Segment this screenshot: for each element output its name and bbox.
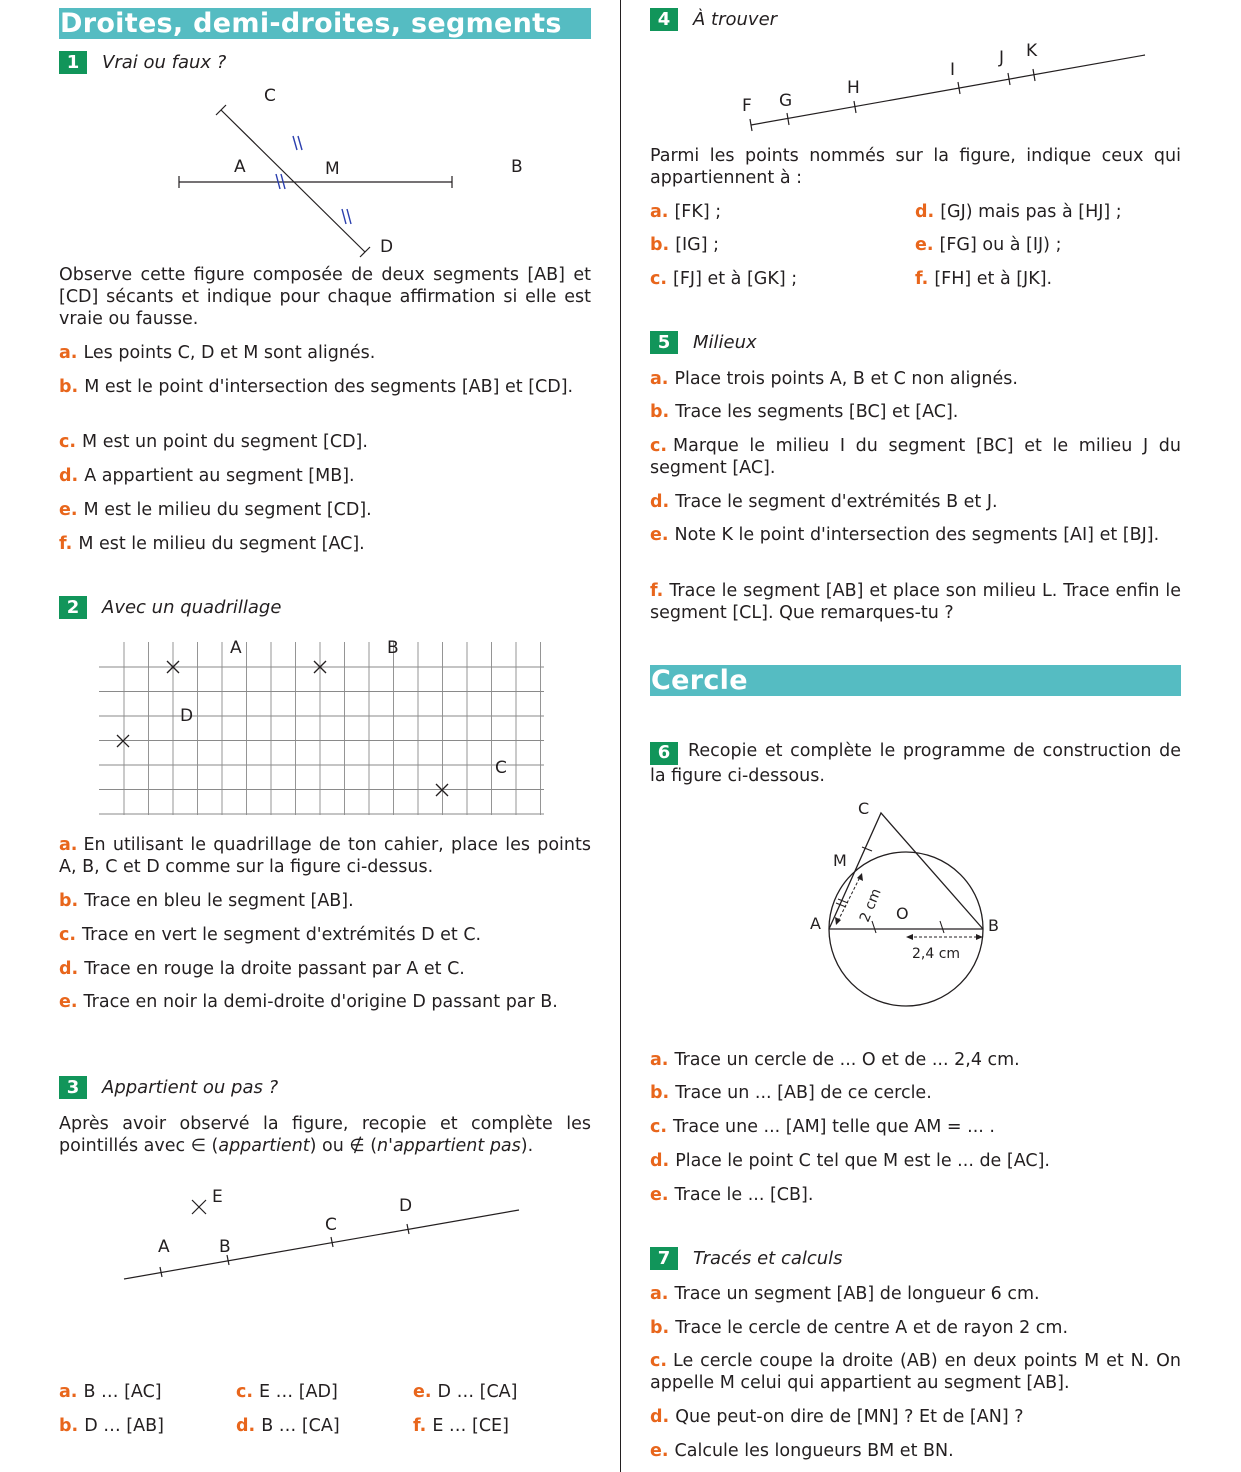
exercise-3-intro — [59, 1113, 591, 1157]
item-letter: e. — [650, 1185, 669, 1205]
circle-label-M: M — [833, 851, 847, 870]
exercise-3-header — [59, 1076, 278, 1099]
item-text: Trace les segments [BC] et [AC]. — [675, 402, 959, 422]
section-banner-droites: Droites, demi-droites, segments — [59, 8, 591, 39]
ex1-item-e — [59, 499, 591, 521]
grid-label-B: B — [387, 638, 399, 658]
line-label-G: G — [779, 91, 793, 111]
ex3-item-b — [59, 1415, 164, 1437]
item-letter: b. — [59, 1416, 79, 1436]
item-letter: c. — [650, 269, 668, 289]
item-letter: e. — [650, 1441, 669, 1461]
item-letter: c. — [650, 1117, 668, 1137]
item-text: En utilisant le quadrillage de ton cahier, place les points A, B, C et D comme sur la figure ci-dessus. — [59, 835, 591, 877]
item-letter: d. — [236, 1416, 256, 1436]
item-text: [FK] ; — [674, 202, 722, 222]
item-letter: d. — [650, 492, 670, 512]
grid-label-D: D — [180, 706, 194, 726]
item-text: Trace en vert le segment d'extrémités D et C. — [82, 925, 482, 945]
item-text: Trace en rouge la droite passant par A et C. — [84, 959, 465, 979]
item-text: Les points C, D et M sont alignés. — [83, 343, 376, 363]
exercise-number: 4 — [650, 8, 678, 31]
item-letter: e. — [413, 1382, 432, 1402]
item-letter: d. — [59, 466, 79, 486]
ex3-item-e — [413, 1381, 517, 1403]
item-letter: b. — [650, 235, 670, 255]
ex6-item-e — [650, 1184, 1181, 1206]
exercise-number: 6 — [650, 742, 678, 765]
item-text: Que peut-on dire de [MN] ? Et de [AN] ? — [675, 1407, 1024, 1427]
line-label-D: D — [399, 1196, 413, 1216]
item-letter: e. — [915, 235, 934, 255]
label-A: A — [234, 157, 246, 177]
item-text: M est le milieu du segment [CD]. — [83, 500, 372, 520]
exercise-number: 7 — [650, 1247, 678, 1270]
item-letter: c. — [650, 1351, 668, 1371]
figure-line-FK — [730, 35, 1150, 135]
item-letter: a. — [59, 1382, 78, 1402]
ex4-item-b — [650, 234, 719, 256]
exercise-4-header — [650, 8, 777, 31]
exercise-6-header — [650, 740, 1181, 787]
ex5-item-b — [650, 401, 1181, 423]
label-B: B — [511, 157, 523, 177]
item-text: Trace un segment [AB] de longueur 6 cm. — [674, 1284, 1040, 1304]
line-label-I: I — [950, 60, 956, 80]
exercise-title: Milieux — [693, 332, 757, 353]
item-text: Note K le point d'intersection des segments [AI] et [BJ]. — [674, 525, 1160, 545]
item-text: [GJ) mais pas à [HJ] ; — [940, 202, 1122, 222]
item-text: Place trois points A, B et C non alignés. — [674, 369, 1018, 389]
exercise-1-header — [59, 51, 226, 74]
item-text: Trace le cercle de centre A et de rayon 2 cm. — [675, 1318, 1069, 1338]
item-text: Place le point C tel que M est le ... de [AC]. — [675, 1151, 1050, 1171]
column-divider — [620, 0, 621, 1472]
circle-label-O: O — [896, 904, 909, 923]
item-letter: d. — [650, 1151, 670, 1171]
ex6-item-d — [650, 1150, 1181, 1172]
exercise-title: À trouver — [693, 9, 778, 30]
exercise-4-intro: Parmi les points nommés sur la figure, indique ceux qui appartiennent à : — [650, 146, 1181, 188]
ex1-item-f — [59, 533, 591, 555]
item-text: Trace un ... [AB] de ce cercle. — [675, 1083, 932, 1103]
item-text: B … [CA] — [261, 1416, 340, 1436]
exercise-7-header — [650, 1247, 843, 1270]
ex3-item-a — [59, 1381, 162, 1403]
item-letter: c. — [59, 432, 77, 452]
item-text: D … [CA] — [437, 1382, 518, 1402]
figure-line-ABCD — [109, 1180, 539, 1290]
item-letter: a. — [650, 369, 669, 389]
item-letter: d. — [650, 1407, 670, 1427]
item-letter: f. — [915, 269, 929, 289]
item-letter: b. — [650, 1083, 670, 1103]
item-text: Trace une ... [AM] telle que AM = ... . — [673, 1117, 995, 1137]
item-text: Marque le milieu I du segment [BC] et le milieu J du segment [AC]. — [650, 436, 1181, 478]
exercise-number: 3 — [59, 1076, 87, 1099]
item-letter: a. — [650, 1050, 669, 1070]
item-letter: b. — [650, 1318, 670, 1338]
intro-italic: appartient — [218, 1136, 310, 1156]
ex6-item-c — [650, 1116, 1181, 1138]
ex6-item-a — [650, 1049, 1181, 1071]
ex5-item-d — [650, 491, 1181, 513]
figure-secant-segments — [159, 80, 523, 260]
item-text: M est le point d'intersection des segments [AB] et [CD]. — [84, 377, 574, 397]
line-label-A: A — [158, 1237, 170, 1257]
item-letter: c. — [59, 925, 77, 945]
item-letter: f. — [413, 1416, 427, 1436]
intro-italic: n'appartient pas — [377, 1136, 521, 1156]
exercise-2-header — [59, 596, 281, 619]
item-text: Trace un cercle de ... O et de ... 2,4 cm. — [674, 1050, 1020, 1070]
item-letter: b. — [59, 891, 79, 911]
intro-part: Après avoir observé la figure, recopie et complète les pointillés avec ∈ ( — [59, 1114, 591, 1156]
ex6-item-b — [650, 1082, 1181, 1104]
exercise-number: 1 — [59, 51, 87, 74]
exercise-1-intro: Observe cette figure composée de deux segments [AB] et [CD] sécants et indique pour chaque affirmation si elle est vraie ou fausse. — [59, 265, 591, 329]
item-text: [FG] ou à [IJ) ; — [939, 235, 1062, 255]
grid-label-A: A — [230, 638, 242, 658]
item-text: Le cercle coupe la droite (AB) en deux points M et N. On appelle M celui qui appartient au segment [AB]. — [650, 1351, 1181, 1393]
item-letter: a. — [650, 202, 669, 222]
ex1-item-b — [59, 376, 591, 398]
item-text: E … [CE] — [432, 1416, 509, 1436]
line-label-E: E — [212, 1187, 223, 1207]
item-letter: e. — [59, 500, 78, 520]
line-label-J: J — [999, 48, 1005, 68]
item-letter: f. — [59, 534, 73, 554]
item-text: D … [AB] — [84, 1416, 164, 1436]
ex7-item-e — [650, 1440, 1181, 1462]
ex4-item-a — [650, 201, 721, 223]
item-text: Trace en bleu le segment [AB]. — [84, 891, 354, 911]
exercise-title: Tracés et calculs — [693, 1248, 843, 1269]
item-letter: a. — [59, 343, 78, 363]
label-D: D — [380, 237, 394, 257]
item-letter: a. — [59, 835, 78, 855]
ex4-item-d — [915, 201, 1122, 223]
item-letter: b. — [650, 402, 670, 422]
item-letter: a. — [650, 1284, 669, 1304]
item-letter: e. — [59, 992, 78, 1012]
item-text: A appartient au segment [MB]. — [84, 466, 355, 486]
item-letter: f. — [650, 581, 664, 601]
ex4-item-f — [915, 268, 1052, 290]
item-text: M est un point du segment [CD]. — [82, 432, 368, 452]
exercise-title: Appartient ou pas ? — [102, 1077, 279, 1098]
ex5-item-c — [650, 435, 1181, 479]
figure-grid — [97, 635, 547, 820]
ex7-item-d — [650, 1406, 1181, 1428]
exercise-number: 2 — [59, 596, 87, 619]
item-text: Trace le segment [AB] et place son milieu L. Trace enfin le segment [CL]. Que remarques-tu ? — [650, 581, 1181, 623]
ex3-item-d — [236, 1415, 340, 1437]
exercise-title: Vrai ou faux ? — [102, 52, 227, 73]
ex2-item-e — [59, 991, 591, 1013]
item-text: Trace le segment d'extrémités B et J. — [675, 492, 998, 512]
item-text: Trace en noir la demi-droite d'origine D passant par B. — [83, 992, 558, 1012]
length-label-AM: 2 cm — [856, 886, 885, 925]
ex3-item-c — [236, 1381, 338, 1403]
item-text: Trace le ... [CB]. — [674, 1185, 814, 1205]
item-letter: b. — [59, 377, 79, 397]
line-label-C: C — [325, 1215, 337, 1235]
ex7-item-a — [650, 1283, 1181, 1305]
line-label-K: K — [1026, 41, 1038, 61]
item-text: [FH] et à [JK]. — [934, 269, 1053, 289]
ex5-item-a — [650, 368, 1181, 390]
item-text: B … [AC] — [83, 1382, 162, 1402]
item-letter: d. — [59, 959, 79, 979]
circle-label-C: C — [858, 799, 870, 818]
ex3-item-f — [413, 1415, 509, 1437]
exercise-number: 5 — [650, 331, 678, 354]
ex2-item-d — [59, 958, 591, 980]
exercise-5-header — [650, 331, 757, 354]
item-letter: d. — [915, 202, 935, 222]
item-text: [FJ] et à [GK] ; — [673, 269, 798, 289]
item-letter: e. — [650, 525, 669, 545]
item-text: E … [AD] — [259, 1382, 338, 1402]
exercise-title: Avec un quadrillage — [102, 597, 282, 618]
label-M: M — [325, 159, 340, 179]
item-text: Calcule les longueurs BM et BN. — [674, 1441, 954, 1461]
intro-part: ) ou ∉ ( — [309, 1136, 378, 1156]
ex4-item-e — [915, 234, 1061, 256]
ex1-item-a — [59, 342, 591, 364]
ex1-item-d — [59, 465, 591, 487]
circle-label-A: A — [810, 914, 821, 933]
ex5-item-e — [650, 524, 1181, 546]
item-letter: c. — [236, 1382, 254, 1402]
line-label-F: F — [742, 96, 752, 116]
line-label-H: H — [847, 78, 860, 98]
ex7-item-b — [650, 1317, 1181, 1339]
exercise-title: Recopie et complète le programme de construction de la figure ci-dessous. — [650, 741, 1181, 786]
ex1-item-c — [59, 431, 591, 453]
ex2-item-a — [59, 834, 591, 878]
ex2-item-c — [59, 924, 591, 946]
item-text: [IG] ; — [675, 235, 720, 255]
intro-part: ). — [520, 1136, 534, 1156]
item-letter: c. — [650, 436, 668, 456]
circle-label-B: B — [988, 916, 999, 935]
label-C: C — [264, 86, 276, 106]
figure-circle — [800, 795, 1020, 1015]
line-label-B: B — [219, 1237, 231, 1257]
section-banner-cercle: Cercle — [650, 665, 1181, 696]
ex7-item-c — [650, 1350, 1181, 1394]
ex2-item-b — [59, 890, 591, 912]
item-text: M est le milieu du segment [AC]. — [78, 534, 365, 554]
grid-label-C: C — [495, 758, 507, 778]
length-label-radius: 2,4 cm — [912, 946, 961, 962]
ex5-item-f — [650, 580, 1181, 624]
ex4-item-c — [650, 268, 797, 290]
